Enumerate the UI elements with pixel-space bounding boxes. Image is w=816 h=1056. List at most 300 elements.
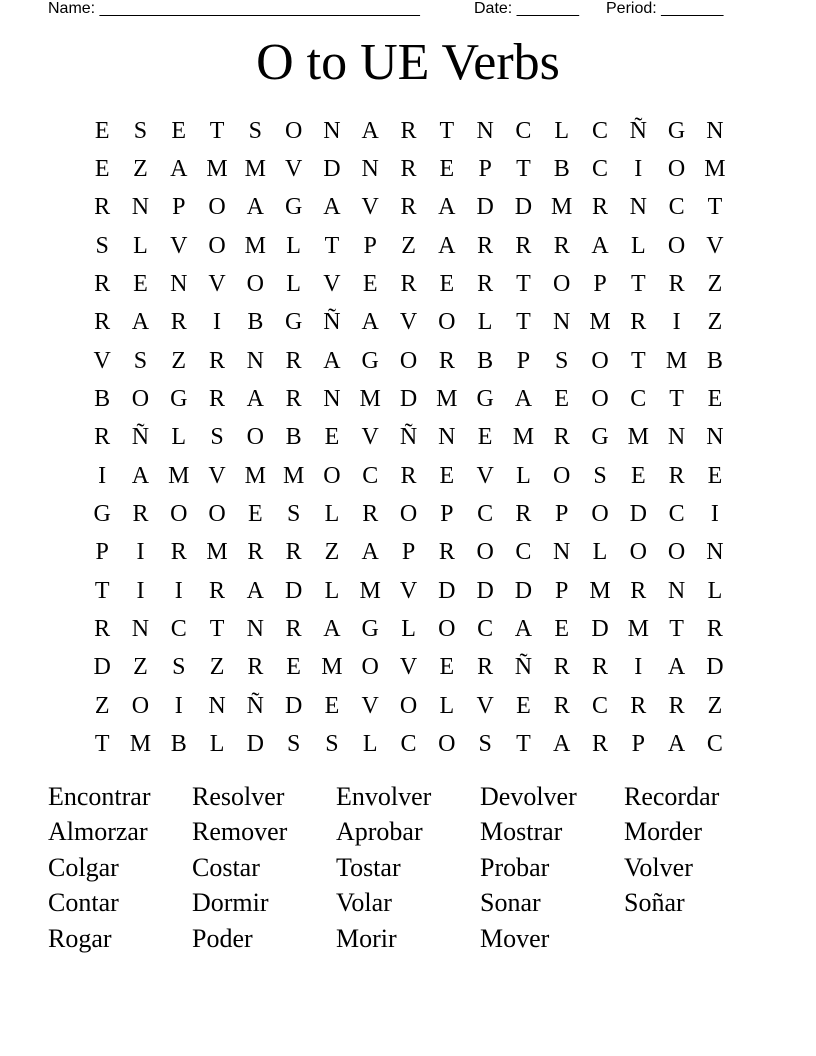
grid-letter: S [478,731,492,758]
grid-letter: A [246,194,264,221]
grid-letter: S [95,232,109,259]
grid-letter: R [94,271,111,298]
grid-letter: C [668,501,685,528]
grid-letter: O [246,271,264,298]
grid-letter: M [704,156,726,183]
grid-letter: A [246,386,264,413]
grid-letter: O [667,232,686,259]
grid-letter: R [553,692,570,719]
grid-letter: O [591,386,609,413]
grid-letter: R [630,577,647,604]
grid-letter: P [555,501,569,528]
grid-letter: R [438,347,455,374]
grid-letter: A [131,462,150,489]
grid-letter: V [170,232,188,259]
grid-letter: P [440,501,454,528]
grid-letter: P [363,232,377,259]
grid-letter: A [591,232,609,259]
grid-letter: E [286,654,301,681]
word-list-item: Encontrar [48,781,151,811]
grid-letter: R [285,616,302,643]
grid-letter: G [284,194,303,221]
grid-letter: D [284,577,303,604]
grid-letter: Z [324,539,340,566]
grid-letter: V [476,692,494,719]
grid-letter: R [630,692,647,719]
grid-letter: N [667,424,686,451]
grid-letter: I [634,654,643,681]
grid-letter: D [284,692,303,719]
grid-letter: A [514,386,533,413]
grid-letter: O [667,539,686,566]
grid-letter: V [284,156,303,183]
grid-letter: S [133,347,148,374]
grid-letter: E [362,271,378,298]
grid-letter: V [399,654,418,681]
grid-letter: D [591,616,609,643]
grid-letter: L [439,692,455,719]
grid-letter: L [707,577,723,604]
grid-letter: V [323,271,341,298]
grid-letter: D [514,577,533,604]
grid-letter: O [399,692,418,719]
grid-letter: V [208,462,226,489]
grid-letter: V [93,347,111,374]
grid-letter: S [593,462,607,489]
grid-letter: R [477,654,494,681]
grid-letter: Z [94,692,110,719]
grid-letter: N [208,692,226,719]
grid-letter: A [438,232,456,259]
grid-letter: R [553,424,570,451]
grid-letter: C [592,117,609,144]
grid-letter: L [592,539,608,566]
grid-letter: Z [707,692,723,719]
grid-letter: A [514,616,533,643]
grid-letter: P [631,731,645,758]
grid-letter: R [362,501,379,528]
word-list-item: Morder [624,817,702,847]
grid-letter: S [555,347,569,374]
grid-letter: Z [707,309,723,336]
grid-letter: G [361,347,379,374]
grid-letter: A [553,731,571,758]
grid-letter: P [555,577,569,604]
grid-letter: M [359,577,381,604]
word-list-item: Devolver [480,781,577,811]
grid-letter: E [554,386,570,413]
grid-letter: R [209,577,226,604]
grid-letter: N [667,577,686,604]
grid-letter: R [209,347,226,374]
grid-letter: L [516,462,531,489]
grid-letter: Z [707,271,723,298]
grid-letter: I [174,577,183,604]
grid-letter: A [131,309,150,336]
name-field-label: Name: ____________________________________ [48,0,420,17]
grid-letter: A [667,731,686,758]
word-list-item: Recordar [624,781,720,811]
grid-letter: C [630,386,647,413]
grid-letter: E [630,462,646,489]
grid-letter: E [439,462,455,489]
word-list-item: Volar [336,888,392,918]
grid-letter: D [93,654,111,681]
grid-letter: G [170,386,188,413]
grid-letter: D [323,156,341,183]
grid-letter: N [246,347,264,374]
grid-letter: E [516,692,531,719]
grid-letter: N [476,117,494,144]
grid-letter: B [285,424,302,451]
grid-letter: N [131,616,150,643]
grid-letter: M [206,539,228,566]
grid-letter: C [592,156,609,183]
grid-letter: M [282,462,305,489]
grid-letter: C [515,539,532,566]
grid-letter: O [170,501,188,528]
grid-letter: R [247,539,264,566]
word-list-item: Mostrar [480,817,563,847]
grid-letter: R [553,232,570,259]
grid-letter: T [209,616,225,643]
grid-letter: O [131,692,150,719]
grid-letter: N [629,194,647,221]
grid-letter: L [554,117,570,144]
grid-letter: O [399,347,418,374]
grid-letter: N [323,117,341,144]
grid-letter: O [553,462,571,489]
grid-letter: I [710,501,719,528]
grid-letter: T [669,616,684,643]
grid-letter: R [400,117,417,144]
date-field-label: Date: _______ [474,0,579,17]
grid-letter: A [170,156,188,183]
grid-letter: L [286,232,301,259]
grid-letter: Z [209,654,225,681]
grid-letter: S [248,117,263,144]
grid-letter: L [477,309,493,336]
grid-letter: A [246,577,264,604]
word-list-item: Remover [192,817,288,847]
grid-letter: N [170,271,188,298]
grid-letter: B [477,347,494,374]
grid-letter: P [401,539,416,566]
word-list-item: Rogar [48,923,112,953]
grid-letter: R [592,654,609,681]
grid-letter: R [285,347,302,374]
grid-letter: N [706,539,724,566]
grid-letter: R [94,616,111,643]
grid-letter: D [629,501,647,528]
grid-letter: R [400,194,417,221]
grid-letter: L [630,232,646,259]
grid-letter: A [323,616,341,643]
grid-letter: Z [133,156,148,183]
grid-letter: O [131,386,150,413]
grid-letter: E [439,654,455,681]
grid-letter: M [206,156,228,183]
word-list-item: Aprobar [336,817,423,847]
grid-letter: S [325,731,339,758]
word-search-grid [83,112,731,764]
grid-letter: V [361,194,379,221]
grid-letter: C [400,731,417,758]
grid-letter: R [553,654,570,681]
grid-letter: R [400,271,417,298]
word-list-item: Contar [48,888,119,918]
grid-letter: N [131,194,150,221]
grid-letter: P [593,271,607,298]
grid-letter: N [706,424,724,451]
grid-letter: T [516,309,531,336]
grid-letter: C [592,692,609,719]
word-list-item: Mover [480,923,550,953]
word-list-item: Sonar [480,888,541,918]
grid-letter: O [399,501,418,528]
grid-letter: N [361,156,379,183]
grid-letter: R [592,194,609,221]
word-list-item: Almorzar [48,817,148,847]
grid-letter: D [706,654,724,681]
grid-letter: O [438,616,456,643]
grid-letter: O [246,424,264,451]
grid-letter: O [438,731,456,758]
grid-letter: R [400,462,417,489]
grid-letter: O [553,271,571,298]
grid-letter: R [592,731,609,758]
grid-letter: B [94,386,111,413]
grid-letter: T [516,731,531,758]
grid-letter: L [171,424,187,451]
word-list-item: Resolver [192,781,285,811]
word-list-item: Dormir [192,888,269,918]
grid-letter: E [707,386,723,413]
word-list [48,779,768,957]
grid-letter: R [285,539,302,566]
grid-letter: R [668,271,685,298]
grid-letter: E [477,424,493,451]
grid-letter: A [361,117,379,144]
grid-letter: I [213,309,222,336]
grid-letter: R [170,539,187,566]
grid-letter: Ñ [323,309,341,336]
grid-letter: L [286,271,301,298]
grid-letter: E [707,462,723,489]
grid-letter: M [589,577,611,604]
grid-letter: R [94,424,111,451]
grid-letter: G [93,501,111,528]
grid-letter: P [172,194,186,221]
grid-letter: G [284,309,303,336]
grid-letter: M [244,156,266,183]
grid-letter: C [477,616,494,643]
grid-letter: C [477,501,494,528]
grid-letter: S [286,501,301,528]
grid-letter: B [247,309,264,336]
grid-letter: V [399,577,418,604]
grid-letter: V [361,424,379,451]
grid-letter: N [706,117,724,144]
grid-letter: A [438,194,456,221]
grid-letter: E [439,156,455,183]
grid-letter: R [247,654,264,681]
grid-letter: I [634,156,643,183]
grid-letter: L [209,731,225,758]
grid-letter: R [170,309,187,336]
grid-letter: R [400,156,417,183]
grid-letter: O [476,539,494,566]
grid-letter: I [98,462,107,489]
grid-letter: M [512,424,535,451]
grid-letter: G [667,117,686,144]
grid-letter: C [706,731,723,758]
grid-letter: E [439,271,455,298]
grid-letter: R [630,309,647,336]
grid-letter: G [361,616,379,643]
grid-letter: O [208,232,226,259]
grid-letter: S [172,654,186,681]
grid-letter: G [591,424,609,451]
grid-letter: M [359,386,381,413]
grid-letter: M [436,386,458,413]
grid-letter: D [476,577,494,604]
grid-letter: T [630,271,646,298]
grid-letter: L [401,616,416,643]
grid-letter: E [248,501,263,528]
grid-letter: T [669,386,684,413]
grid-letter: S [286,731,301,758]
grid-letter: V [476,462,494,489]
grid-letter: M [321,654,343,681]
grid-letter: D [246,731,264,758]
grid-letter: R [438,539,455,566]
grid-letter: V [706,232,724,259]
grid-letter: R [668,462,685,489]
grid-letter: M [168,462,190,489]
grid-letter: L [324,577,340,604]
grid-letter: R [515,501,532,528]
grid-letter: L [133,232,148,259]
grid-letter: O [361,654,379,681]
grid-letter: T [630,347,646,374]
grid-letter: B [706,347,723,374]
grid-letter: M [589,309,611,336]
period-field-label: Period: _______ [606,0,724,17]
grid-letter: B [170,731,187,758]
grid-letter: M [627,424,649,451]
grid-letter: A [667,654,686,681]
grid-letter: M [665,347,688,374]
grid-letter: D [438,577,456,604]
grid-letter: E [94,156,110,183]
grid-letter: T [707,194,723,221]
grid-letter: O [208,194,226,221]
grid-letter: S [133,117,148,144]
grid-letter: O [667,156,686,183]
grid-letter: R [285,386,302,413]
grid-letter: Ñ [514,654,533,681]
grid-letter: N [553,539,571,566]
grid-letter: O [284,117,303,144]
grid-letter: I [136,539,145,566]
grid-letter: N [553,309,571,336]
grid-letter: R [94,194,111,221]
grid-letter: O [438,309,456,336]
grid-letter: O [591,347,609,374]
grid-letter: Ñ [131,424,150,451]
grid-letter: B [553,156,570,183]
grid-letter: N [323,386,341,413]
grid-letter: I [672,309,681,336]
grid-letter: D [514,194,533,221]
grid-letter: E [324,424,340,451]
grid-letter: R [477,271,494,298]
grid-letter: C [668,194,685,221]
grid-letter: A [323,194,341,221]
grid-letter: P [95,539,109,566]
grid-letter: L [324,501,340,528]
grid-letter: T [94,731,110,758]
grid-letter: A [361,309,379,336]
grid-letter: R [477,232,494,259]
grid-letter: T [516,271,531,298]
grid-letter: G [476,386,494,413]
grid-letter: V [361,692,379,719]
grid-letter: I [136,577,145,604]
word-list-item: Probar [480,852,550,882]
grid-letter: Ñ [399,424,418,451]
grid-letter: C [362,462,379,489]
grid-letter: Z [133,654,148,681]
grid-letter: R [668,692,685,719]
grid-letter: P [478,156,492,183]
header [48,0,748,20]
grid-letter: T [94,577,110,604]
grid-letter: M [129,731,152,758]
word-list-item: Poder [192,923,253,953]
grid-letter: S [210,424,224,451]
grid-letter: Z [171,347,187,374]
grid-letter: Z [401,232,416,259]
grid-letter: O [323,462,341,489]
grid-letter: E [94,117,110,144]
page-title: O to UE Verbs [256,34,560,91]
grid-letter: A [323,347,341,374]
grid-letter: D [399,386,418,413]
word-list-item: Morir [336,923,397,953]
grid-letter: M [244,232,266,259]
grid-letter: R [209,386,226,413]
grid-letter: T [516,156,531,183]
grid-letter: E [171,117,187,144]
grid-letter: O [208,501,226,528]
grid-letter: Ñ [246,692,264,719]
grid-letter: M [244,462,266,489]
word-list-item: Soñar [624,888,685,918]
grid-letter: C [515,117,532,144]
grid-letter: T [324,232,340,259]
grid-letter: L [362,731,378,758]
grid-letter: P [516,347,531,374]
grid-letter: Ñ [629,117,647,144]
word-list-item: Tostar [336,852,401,882]
grid-letter: M [627,616,649,643]
grid-letter: A [361,539,379,566]
grid-letter: T [209,117,225,144]
grid-letter: T [439,117,455,144]
grid-letter: O [591,501,609,528]
